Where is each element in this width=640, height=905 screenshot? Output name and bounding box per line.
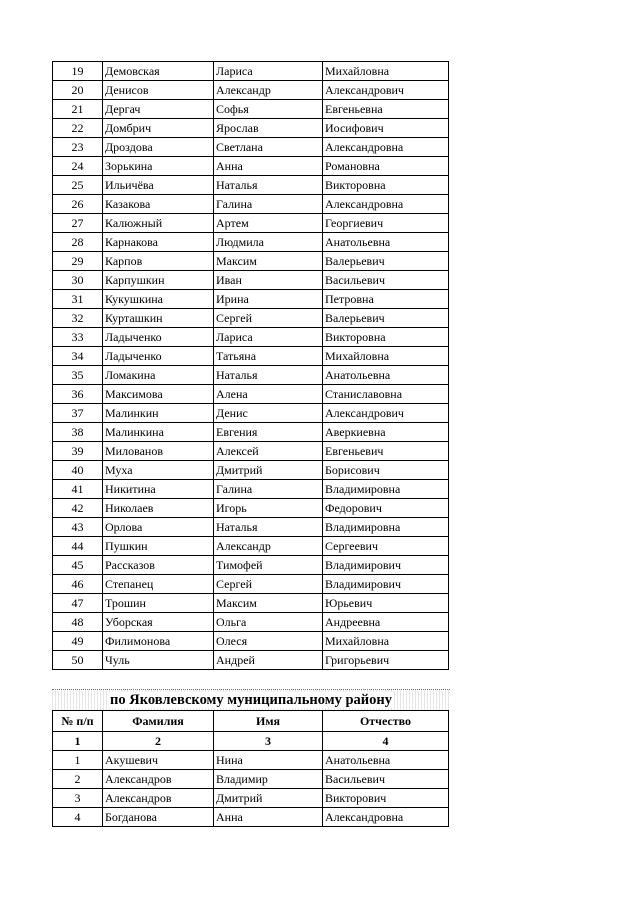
row-number: 47: [53, 594, 103, 613]
table-row: [53, 423, 449, 442]
patronymic: Владимирович: [323, 575, 449, 594]
row-number: 4: [53, 808, 103, 827]
first-name: Иван: [214, 271, 323, 290]
last-name: Дергач: [103, 100, 214, 119]
row-number: 42: [53, 499, 103, 518]
table-row: [53, 119, 449, 138]
last-name: Орлова: [103, 518, 214, 537]
patronymic: Андреевна: [323, 613, 449, 632]
patronymic: Юрьевич: [323, 594, 449, 613]
row-number: 34: [53, 347, 103, 366]
last-name: Трошин: [103, 594, 214, 613]
last-name: Уборская: [103, 613, 214, 632]
first-name: Нина: [214, 751, 323, 770]
table-row: [53, 138, 449, 157]
first-name: Галина: [214, 195, 323, 214]
patronymic: Васильевич: [323, 770, 449, 789]
last-name: Никитина: [103, 480, 214, 499]
section-title-text: по Яковлевскому муниципальному району: [110, 692, 392, 708]
column-number: 4: [323, 732, 449, 751]
patronymic: Михайловна: [323, 347, 449, 366]
patronymic: Владимировна: [323, 518, 449, 537]
last-name: Степанец: [103, 575, 214, 594]
table-row: [53, 613, 449, 632]
last-name: Денисов: [103, 81, 214, 100]
table-row: [53, 290, 449, 309]
row-number: 32: [53, 309, 103, 328]
last-name: Пушкин: [103, 537, 214, 556]
last-name: Ладыченко: [103, 328, 214, 347]
patronymic: Владимировна: [323, 480, 449, 499]
row-number: 1: [53, 751, 103, 770]
patronymic: Анатольевна: [323, 233, 449, 252]
patronymic: Викторовна: [323, 328, 449, 347]
row-number: 35: [53, 366, 103, 385]
last-name: Карпушкин: [103, 271, 214, 290]
table-header: [53, 711, 449, 732]
table-row: [53, 556, 449, 575]
first-name: Владимир: [214, 770, 323, 789]
table-row: [53, 461, 449, 480]
row-number: 20: [53, 81, 103, 100]
first-name: Дмитрий: [214, 461, 323, 480]
table-row: [53, 480, 449, 499]
patronymic: Александровна: [323, 808, 449, 827]
table-row: [53, 651, 449, 670]
column-number: 1: [53, 732, 103, 751]
row-number: 49: [53, 632, 103, 651]
first-name: Дмитрий: [214, 789, 323, 808]
row-number: 19: [53, 62, 103, 81]
patronymic: Борисович: [323, 461, 449, 480]
table-row: [53, 309, 449, 328]
table-row: [53, 499, 449, 518]
first-name: Галина: [214, 480, 323, 499]
last-name: Карпов: [103, 252, 214, 271]
last-name: Богданова: [103, 808, 214, 827]
patronymic: Михайловна: [323, 632, 449, 651]
patronymic: Анатольевна: [323, 751, 449, 770]
row-number: 21: [53, 100, 103, 119]
table-row: [53, 157, 449, 176]
table-row: [53, 808, 449, 827]
patronymic: Михайловна: [323, 62, 449, 81]
first-name: Алена: [214, 385, 323, 404]
first-name: Алексей: [214, 442, 323, 461]
patronymic: Федорович: [323, 499, 449, 518]
section-title: [52, 689, 450, 710]
first-name: Лариса: [214, 328, 323, 347]
row-number: 39: [53, 442, 103, 461]
patronymic: Александрович: [323, 81, 449, 100]
last-name: Рассказов: [103, 556, 214, 575]
patronymic: Георгиевич: [323, 214, 449, 233]
last-name: Милованов: [103, 442, 214, 461]
patronymic: Анатольевна: [323, 366, 449, 385]
row-number: 23: [53, 138, 103, 157]
first-name: Олеся: [214, 632, 323, 651]
district-table-body: [53, 732, 449, 827]
last-name: Демовская: [103, 62, 214, 81]
first-name: Максим: [214, 594, 323, 613]
table-row: [53, 632, 449, 651]
table-row: [53, 252, 449, 271]
table-row: [53, 442, 449, 461]
first-name: Анна: [214, 808, 323, 827]
district-members-table: [52, 710, 449, 827]
row-number: 29: [53, 252, 103, 271]
column-number-row: [53, 732, 449, 751]
row-number: 50: [53, 651, 103, 670]
column-number: 3: [214, 732, 323, 751]
table-row: [53, 233, 449, 252]
row-number: 36: [53, 385, 103, 404]
row-number: 26: [53, 195, 103, 214]
column-number: 2: [103, 732, 214, 751]
table-row: [53, 81, 449, 100]
last-name: Максимова: [103, 385, 214, 404]
patronymic: Аверкиевна: [323, 423, 449, 442]
header-last-name: Фамилия: [103, 711, 214, 732]
last-name: Александров: [103, 789, 214, 808]
row-number: 31: [53, 290, 103, 309]
last-name: Филимонова: [103, 632, 214, 651]
row-number: 24: [53, 157, 103, 176]
patronymic: Александровна: [323, 138, 449, 157]
table-row: [53, 537, 449, 556]
table-row: [53, 347, 449, 366]
patronymic: Евгеньевич: [323, 442, 449, 461]
row-number: 2: [53, 770, 103, 789]
patronymic: Романовна: [323, 157, 449, 176]
table-row: [53, 100, 449, 119]
first-name: Ирина: [214, 290, 323, 309]
first-name: Анна: [214, 157, 323, 176]
row-number: 30: [53, 271, 103, 290]
row-number: 45: [53, 556, 103, 575]
first-name: Ольга: [214, 613, 323, 632]
table-row: [53, 271, 449, 290]
patronymic: Иосифович: [323, 119, 449, 138]
row-number: 41: [53, 480, 103, 499]
patronymic: Васильевич: [323, 271, 449, 290]
first-name: Александр: [214, 537, 323, 556]
header-row: [53, 711, 449, 732]
table-row: [53, 404, 449, 423]
patronymic: Григорьевич: [323, 651, 449, 670]
patronymic: Петровна: [323, 290, 449, 309]
first-name: Наталья: [214, 176, 323, 195]
table-row: [53, 594, 449, 613]
members-table-continued: [52, 61, 449, 670]
first-name: Светлана: [214, 138, 323, 157]
last-name: Акушевич: [103, 751, 214, 770]
members-table-body: [53, 62, 449, 670]
last-name: Ладыченко: [103, 347, 214, 366]
header-number: № п/п: [53, 711, 103, 732]
header-patronymic: Отчество: [323, 711, 449, 732]
row-number: 40: [53, 461, 103, 480]
last-name: Домбрич: [103, 119, 214, 138]
row-number: 27: [53, 214, 103, 233]
last-name: Калюжный: [103, 214, 214, 233]
last-name: Карнакова: [103, 233, 214, 252]
last-name: Малинкина: [103, 423, 214, 442]
table-row: [53, 770, 449, 789]
first-name: Сергей: [214, 309, 323, 328]
row-number: 48: [53, 613, 103, 632]
first-name: Наталья: [214, 518, 323, 537]
first-name: Наталья: [214, 366, 323, 385]
last-name: Зорькина: [103, 157, 214, 176]
table-row: [53, 385, 449, 404]
first-name: Денис: [214, 404, 323, 423]
last-name: Николаев: [103, 499, 214, 518]
first-name: Максим: [214, 252, 323, 271]
table-row: [53, 328, 449, 347]
first-name: Людмила: [214, 233, 323, 252]
row-number: 43: [53, 518, 103, 537]
table-row: [53, 176, 449, 195]
table-row: [53, 366, 449, 385]
header-first-name: Имя: [214, 711, 323, 732]
last-name: Дроздова: [103, 138, 214, 157]
table-row: [53, 575, 449, 594]
row-number: 22: [53, 119, 103, 138]
patronymic: Станиславовна: [323, 385, 449, 404]
table-row: [53, 62, 449, 81]
row-number: 25: [53, 176, 103, 195]
first-name: Ярослав: [214, 119, 323, 138]
first-name: Андрей: [214, 651, 323, 670]
table-row: [53, 195, 449, 214]
row-number: 33: [53, 328, 103, 347]
patronymic: Александровна: [323, 195, 449, 214]
first-name: Лариса: [214, 62, 323, 81]
row-number: 28: [53, 233, 103, 252]
last-name: Чуль: [103, 651, 214, 670]
row-number: 37: [53, 404, 103, 423]
patronymic: Валерьевич: [323, 309, 449, 328]
first-name: Евгения: [214, 423, 323, 442]
last-name: Казакова: [103, 195, 214, 214]
first-name: Игорь: [214, 499, 323, 518]
row-number: 3: [53, 789, 103, 808]
row-number: 44: [53, 537, 103, 556]
last-name: Александров: [103, 770, 214, 789]
patronymic: Евгеньевна: [323, 100, 449, 119]
first-name: Артем: [214, 214, 323, 233]
patronymic: Александрович: [323, 404, 449, 423]
table-row: [53, 518, 449, 537]
first-name: Татьяна: [214, 347, 323, 366]
first-name: Александр: [214, 81, 323, 100]
last-name: Муха: [103, 461, 214, 480]
first-name: Сергей: [214, 575, 323, 594]
row-number: 46: [53, 575, 103, 594]
table-row: [53, 214, 449, 233]
patronymic: Викторовна: [323, 176, 449, 195]
row-number: 38: [53, 423, 103, 442]
first-name: Софья: [214, 100, 323, 119]
table-row: [53, 789, 449, 808]
patronymic: Викторович: [323, 789, 449, 808]
last-name: Ломакина: [103, 366, 214, 385]
last-name: Курташкин: [103, 309, 214, 328]
first-name: Тимофей: [214, 556, 323, 575]
last-name: Малинкин: [103, 404, 214, 423]
last-name: Ильичёва: [103, 176, 214, 195]
patronymic: Валерьевич: [323, 252, 449, 271]
last-name: Кукушкина: [103, 290, 214, 309]
table-row: [53, 751, 449, 770]
patronymic: Сергеевич: [323, 537, 449, 556]
patronymic: Владимирович: [323, 556, 449, 575]
